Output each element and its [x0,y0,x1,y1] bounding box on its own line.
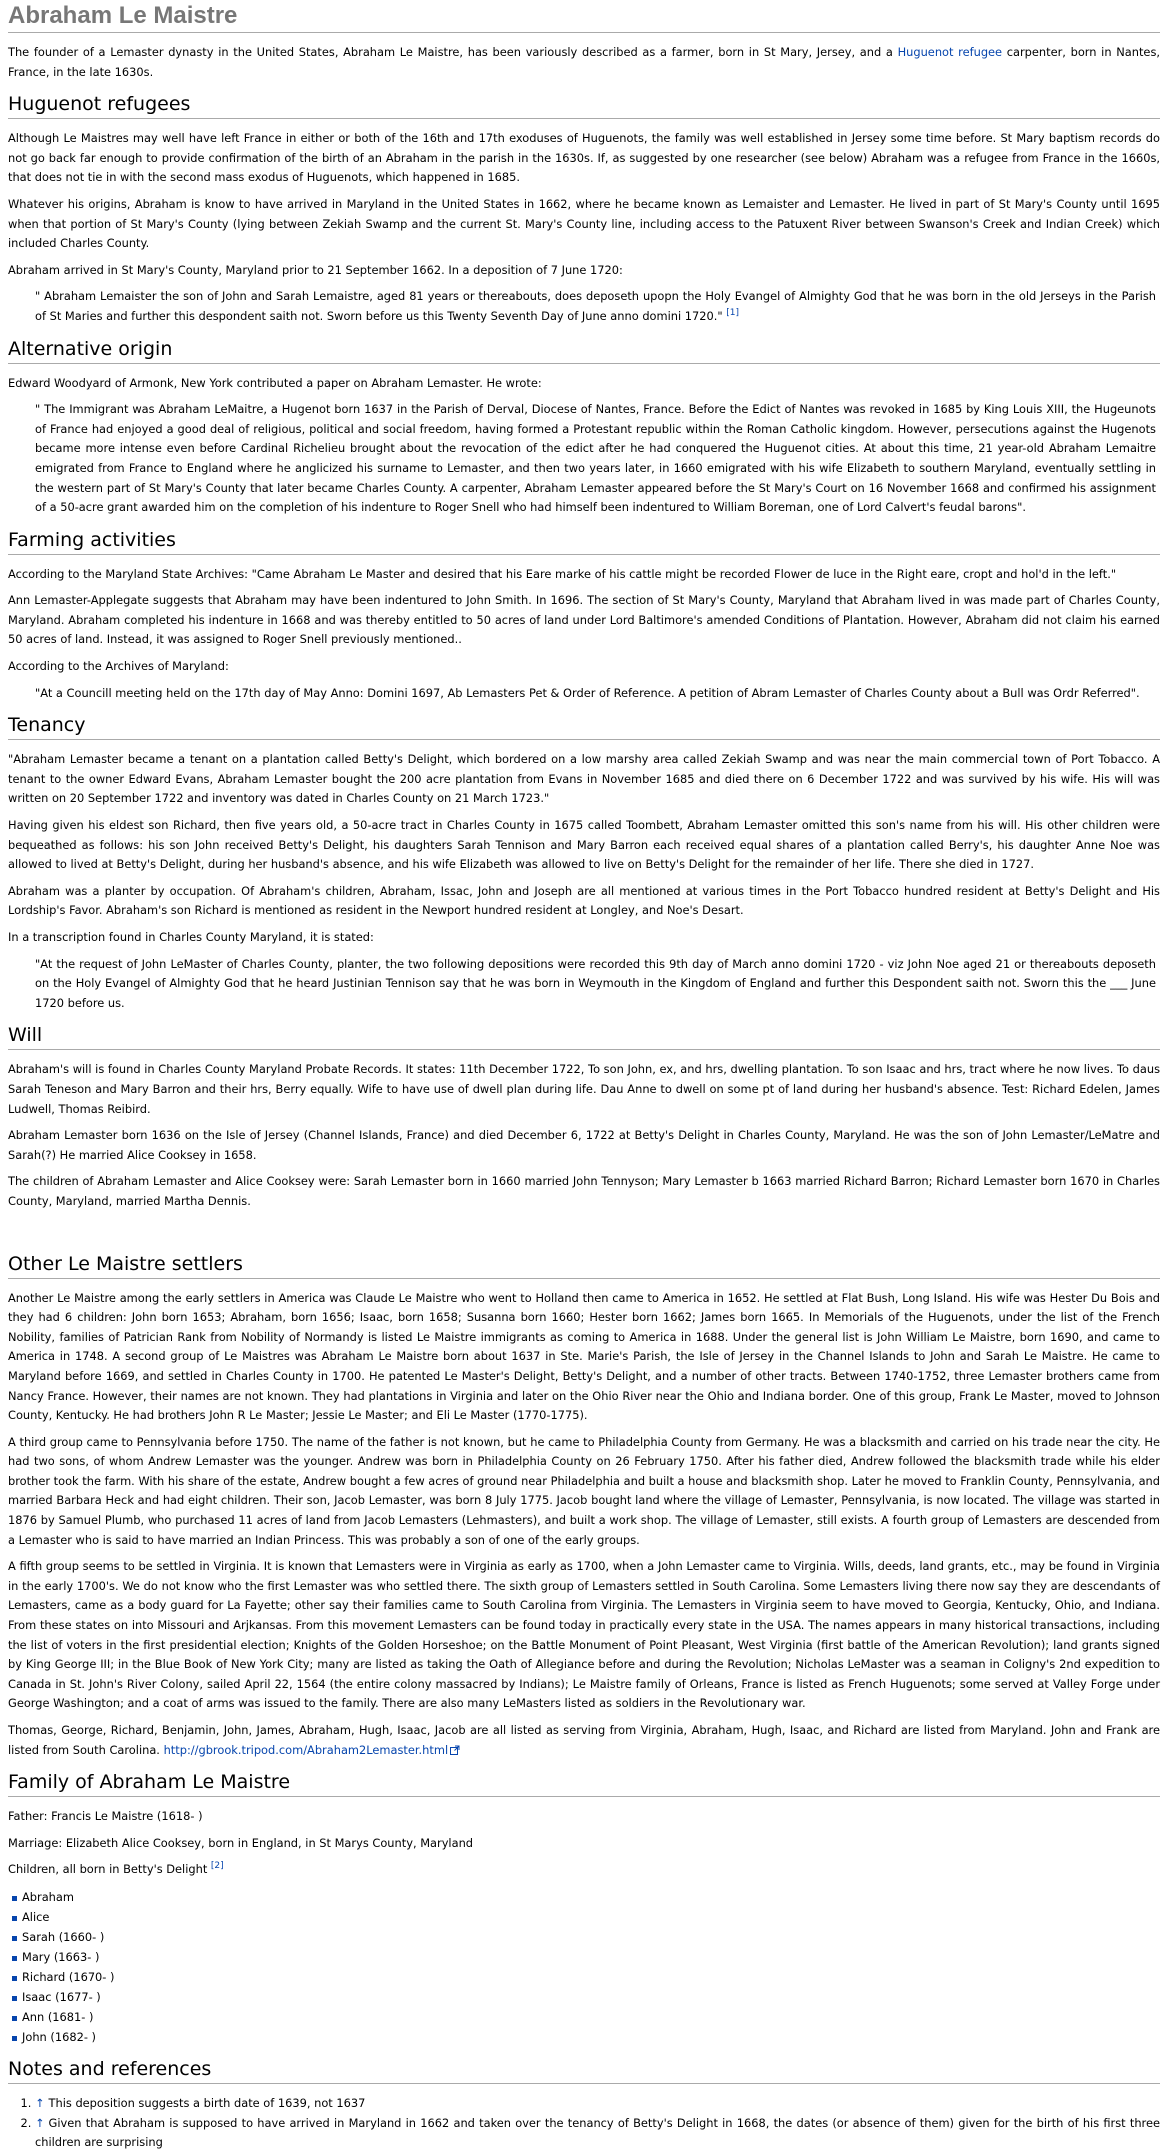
woodyard-quote: " The Immigrant was Abraham LeMaitre, a Hugenot born 1637 in the Parish of Derval, Diocese of Nantes, France. Before the Edict of Nantes was revoked in 1685 by King Louis XIII, the Hugeunots of France had enjoyed a good deal of religious, political and social freedom, having formed a Protestant republic within the Roman Catholic kingdom. However, persecutions against the Hugenots became more intense even before Cardinal Richelieu brought about the revocation of the edict after he had conquered the Huguenot cities. At about this time, 21 year-old Abraham Lemaitre emigrated from France to England where he anglicized his surname to Lemaster, and then two years later, in 1660 emigrated with his wife Elizabeth to southern Maryland, eventually settling in the western part of St Mary's County that later became Charles County. A carpenter, Abraham Lemaster appeared before the St Mary's Court on 16 November 1668 and confirmed his assignment of a 50-acre grant awarded him on the completion of his indenture to Roger Snell who had himself been indentured to William Boreman, one of Lord Calvert's feudal barons". [35,402,1156,515]
intro-paragraph [8,43,1160,82]
list-item: Mary (1663- ) [22,1947,1160,1967]
list-item: Alice [22,1907,1160,1927]
deposition-quote-text: " Abraham Lemaister the son of John and Sarah Lemaistre, aged 81 years or thereabouts, does deposeth upopn the Holy Evangel of Almighty God that he was born in the old Jerseys in the Parish of St Maries and further this despondent saith not. Sworn before us this Twenty Seventh Day of June anno domini 1720." [35,289,1156,323]
huguenot-refugee-link[interactable]: Huguenot refugee [897,45,1003,59]
back-arrow-icon[interactable]: ↑ [35,2115,45,2130]
huguenot-paragraph-3: Abraham arrived in St Mary's County, Maryland prior to 21 September 1662. In a deposition of 7 June 1720: [8,262,623,277]
will-paragraph-3: The children of Abraham Lemaster and Alice Cooksey were: Sarah Lemaster born in 1660 married John Tennyson; Mary Lemaster b 1663 married Richard Barron; Richard Lemaster born 1670 in Charles County, Maryland, married Martha Dennis. [8,1174,1160,1208]
reference-link-1[interactable]: [1] [726,308,740,319]
back-arrow-icon[interactable]: ↑ [35,2095,45,2110]
heading-farming-activities: Farming activities [8,528,1160,555]
heading-family: Family of Abraham Le Maistre [8,1770,1160,1797]
tenancy-paragraph-2: Having given his eldest son Richard, then five years old, a 50-acre tract in Charles County in 1675 called Toombett, Abraham Lemaster omitted this son's name from his will. His other children were bequeathed as follows: his son John received Betty's Delight, his daughters Sarah Tennison and Mary Barron each received equal shares of a plantation called Berry's, his daughter Anne Noe was allowed to lived at Betty's Delight, during her husband's absence, and his wife Elizabeth was allowed to live on Betty's Delight for the remainder of her life. There she died in 1727. [8,818,1160,872]
heading-will: Will [8,1023,1160,1050]
tenancy-paragraph-1: "Abraham Lemaster became a tenant on a plantation called Betty's Delight, which bordered on a low marshy area called Zekiah Swamp and was near the main commercial town of Port Tobacco. A tenant to the owner Edward Evans, Abraham Lemaster bought the 200 acre plantation from Evans in November 1685 and died there on 6 December 1722 and was survived by his wife. His will was written on 20 September 1722 and inventory was dated in Charles County on 21 March 1723." [8,752,1160,806]
external-link-icon [450,1745,460,1755]
list-item: Ann (1681- ) [22,2007,1160,2027]
deposition-quote [35,287,1156,326]
heading-tenancy: Tenancy [8,713,1160,740]
list-item: John (1682- ) [22,2027,1160,2047]
tenancy-paragraph-4: In a transcription found in Charles County Maryland, it is stated: [8,930,374,944]
settlers-paragraph-4-text: Thomas, George, Richard, Benjamin, John, James, Abraham, Hugh, Isaac, Jacob are all listed as serving from Virginia, Abraham, Hugh, Isaac, and Richard are listed from Maryland. John and Frank are listed from South Carolina. [8,1723,1160,1757]
settlers-paragraph-1: Another Le Maistre among the early settlers in America was Claude Le Maistre who went to Holland then came to America in 1652. He settled at Flat Bush, Long Island. His wife was Hester Du Bois and they had 6 children: John born 1653; Abraham, born 1656; Isaac, born 1658; Susanna born 1660; Hester born 1662; James born 1665. In Memorials of the Huguenots, under the list of the French Nobility, families of Patrician Rank from Nobility of Normandy is listed Le Maistre immigrants as coming to America in 1688. Under the general list is John William Le Maistre, born 1690, and came to America in 1748. A second group of Le Maistres was Abraham Le Maistre born about 1637 in Ste. Marie's Parish, the Isle of Jersey in the Channel Islands to John and Sarah Le Maistre. He came to Maryland before 1669, and settled in Charles County in 1700. He patented Le Master's Delight, Betty's Delight, and a number of other tracts. Between 1740-1752, three Lemaster brothers came from Nancy France. However, their names are not known. They had plantations in Virginia and later on the Ohio River near the Ohio and Indiana border. One of this group, Frank Le Master, moved to Johnson County, Kentucky. He had brothers John R Le Master; Jessie Le Master; and Eli Le Master (1770-1775). [8,1290,1160,1423]
will-paragraph-1: Abraham's will is found in Charles County Maryland Probate Records. It states: 11th December 1722, To son John, ex, and hrs, dwelling plantation. To son Isaac and hrs, tract where he now lives. To daus Sarah Teneson and Mary Barron and their hrs, Berry equally. Wife to have use of dwell plan during life. Dau Anne to dwell on some pt of land during her husband's absence. Test: Richard Edelen, James Ludwell, Thomas Reibird. [8,1062,1160,1116]
farming-paragraph-2: Ann Lemaster-Applegate suggests that Abraham may have been indentured to John Smith. In 1696. The section of St Mary's County, Maryland that Abraham lived in was made part of Charles County, Maryland. Abraham completed his indenture in 1668 and was thereby entitled to 50 acres of land under Lord Baltimore's amended Conditions of Plantation. However, Abraham did not claim his earned 50 acres of land. Instead, it was assigned to Roger Snell previously mentioned.. [8,593,1160,647]
farming-paragraph-1: According to the Maryland State Archives: "Came Abraham Le Master and desired that his Eare marke of his cattle might be recorded Flower de luce in the Right eare, cropt and hol'd in the left." [8,566,1117,581]
intro-text-before: The founder of a Lemaster dynasty in the United States, Abraham Le Maistre, has been variously described as a farmer, born in St Mary, Jersey, and a [8,45,898,59]
reference-item [35,2094,1160,2114]
family-father: Father: Francis Le Maistre (1618- ) [8,1809,203,1824]
huguenot-paragraph-2: Whatever his origins, Abraham is know to have arrived in Maryland in the United States in 1662, where he became known as Lemaister and Lemaster. He lived in part of St Mary's County until 1695 when that portion of St Mary's County (lying between Zekiah Swamp and the current St. Mary's County line, including access to the Patuxent River between Swanson's Creek and Indian Creek) which included Charles County. [8,196,1160,251]
transcription-quote: "At the request of John LeMaster of Charles County, planter, the two following depositions were recorded this 9th day of March anno domini 1720 - viz John Noe aged 21 or thereabouts deposeth on the Holy Evangel of Almighty God that he heard Justinian Tennison say that he was born in Weymouth in the Kingdom of England and further this Despondent saith not. Sworn this the ___ June 1720 before us. [35,956,1156,1010]
page-title: Abraham Le Maistre [8,2,1160,33]
family-children-intro [8,1860,1160,1880]
alternative-paragraph-1: Edward Woodyard of Armonk, New York contributed a paper on Abraham Lemaster. He wrote: [8,375,542,390]
settlers-paragraph-2: A third group came to Pennsylvania before 1750. The name of the father is not known, but he came to Philadelphia County from Germany. He was a blacksmith and carried on his trade near the city. He had two sons, of whom Andrew Lemaster was the younger. Andrew was born in Philadelphia County on 26 February 1750. After his father died, Andrew followed the blacksmith trade while his elder brother took the farm. With his share of the estate, Andrew bought a few acres of ground near Philadelphia and built a house and blacksmith shop. Later he moved to Franklin County, Pennsylvania, and married Barbara Heck and had eight children. Their son, Jacob Lemaster, was born 8 July 1775. Jacob bought land where the village of Lemaster, Pennsylvania, is now located. The village was started in 1876 by Samuel Plumb, who purchased 11 acres of land from Jacob Lemasters (Lehmasters), and built a work shop. The village of Lemaster, still exists. A fourth group of Lemasters are descended from a Lemaster who is said to have married an Indian Princess. This was probably a son of one of the early groups. [8,1434,1160,1547]
gbrook-external-link[interactable]: http://gbrook.tripod.com/Abraham2Lemaster.html [163,1742,449,1757]
reference-text: Given that Abraham is supposed to have arrived in Maryland in 1662 and taken over the tenancy of Betty's Delight in 1668, the dates (or absence of them) given for the birth of his first three children are surprising [35,2115,1160,2150]
farming-paragraph-3: According to the Archives of Maryland: [8,659,229,674]
huguenot-paragraph-1: Although Le Maistres may well have left France in either or both of the 16th and 17th exoduses of Huguenots, the family was well established in Jersey some time before. St Mary baptism records do not go back far enough to provide confirmation of the birth of an Abraham in the parish in the 1630s. If, as suggested by one researcher (see below) Abraham was a refugee from France in the 1660s, that does not tie in with the second mass exodus of Huguenots, which happened in 1685. [8,131,1160,185]
article [0,2,1168,2153]
council-quote: "At a Councill meeting held on the 17th day of May Anno: Domini 1697, Ab Lemasters Pet & Order of Reference. A petition of Abram Lemaster of Charles County about a Bull was Ordr Referred". [35,685,1140,700]
reference-item [35,2114,1160,2153]
list-item: Sarah (1660- ) [22,1927,1160,1947]
settlers-paragraph-4 [8,1721,1160,1760]
list-item: Abraham [22,1887,1160,1907]
heading-notes-references: Notes and references [8,2057,1160,2084]
reference-link-2[interactable]: [2] [210,1861,224,1872]
family-marriage: Marriage: Elizabeth Alice Cooksey, born in England, in St Marys County, Maryland [8,1835,474,1850]
settlers-paragraph-3: A fifth group seems to be settled in Virginia. It is known that Lemasters were in Virginia as early as 1700, when a John Lemaster came to Virginia. Wills, deeds, land grants, etc., may be found in Virginia in the early 1700's. We do not know who the first Lemaster was who settled there. The sixth group of Lemasters settled in South Carolina. Some Lemasters living there now say they are descendants of Lemasters, came as a body guard for La Fayette; other say their families came to South Carolina from Virginia. The Lemasters in Virginia seem to have moved to Georgia, Kentucky, Ohio, and Indiana. From these states on into Missouri and Arjkansas. From this movement Lemasters can be found today in practically every state in the USA. The names appears in many historical transactions, including the list of voters in the first presidential election; Knights of the Golden Horseshoe; on the Battle Monument of Point Pleasant, West Virginia (first battle of the American Revolution); land grants signed by King George III; in the Blue Book of New York City; many are listed as taking the Oath of Allegiance before and during the Revolution; Nicholas LeMaster was a seaman in Coligny's 2nd expedition to Canada in St. John's River Colony, sailed April 22, 1564 (the entire colony massacred by Indians); Le Maistre family of Orleans, France is listed as French Huguenots; some served at Valley Forge under George Washington; and a coat of arms was issued to the family. There are also many LeMasters listed as soldiers in the Revolutionary war. [8,1559,1160,1711]
intro-text-after: carpenter, born in Nantes, France, in the late 1630s. [8,45,1160,79]
list-item: Isaac (1677- ) [22,1987,1160,2007]
will-paragraph-2: Abraham Lemaster born 1636 on the Isle of Jersey (Channel Islands, France) and died December 6, 1722 at Betty's Delight in Charles County, Maryland. He was the son of John Lemaster/LeMatre and Sarah(?) He married Alice Cooksey in 1658. [8,1128,1160,1162]
children-list [8,1887,1160,2047]
list-item: Richard (1670- ) [22,1967,1160,1987]
heading-other-settlers: Other Le Maistre settlers [8,1252,1160,1279]
heading-huguenot-refugees: Huguenot refugees [8,92,1160,119]
tenancy-paragraph-3: Abraham was a planter by occupation. Of Abraham's children, Abraham, Issac, John and Joseph are all mentioned at various times in the Port Tobacco hundred resident at Betty's Delight and His Lordship's Favor. Abraham's son Richard is mentioned as resident in the Newport hundred resident at Longley, and Noe's Desart. [8,883,1160,918]
references-list [8,2094,1160,2153]
reference-text: This deposition suggests a birth date of 1639, not 1637 [48,2095,366,2110]
heading-alternative-origin: Alternative origin [8,337,1160,364]
children-intro-text: Children, all born in Betty's Delight [8,1862,211,1877]
